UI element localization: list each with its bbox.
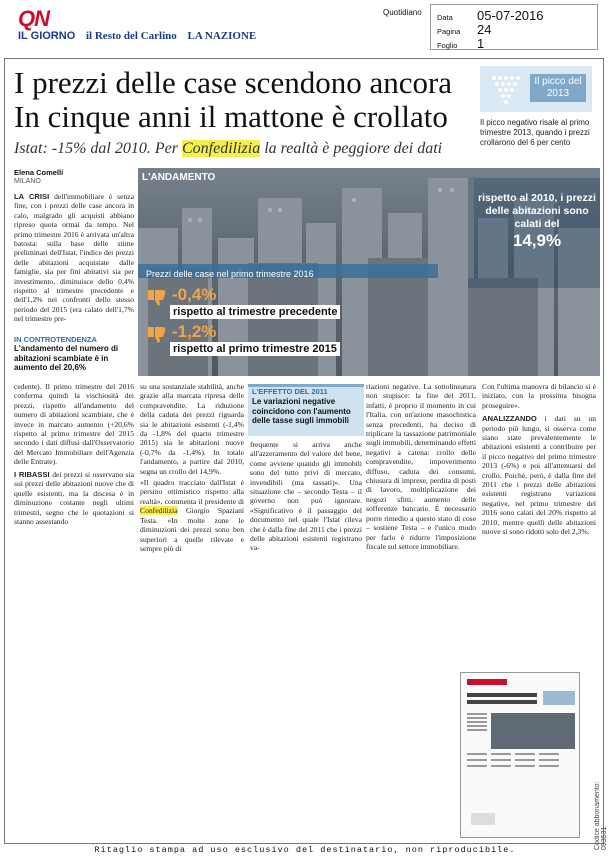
article-col-3: frequente si arriva anche all'azzeramento del valore del bene, come avviene quando gli immobili sono del tutto privi di mercato, invendibili (ma tassati)». Una situazione che – secondo Testa – il governo non può ignorare. «Significativo è il passaggio del documento nel quale l'Istat rileva che è dalla fine del 2011 che i prezzi delle abitazioni esistenti registrano va-	[250, 440, 362, 553]
article-text: Con l'ultima manovra di bilancio si è iniziato, con la prossima bisogna proseguire».	[482, 382, 596, 410]
highlight-confedilizia: Confedilizia	[140, 506, 178, 516]
article-col-5	[482, 382, 596, 537]
meta-box	[430, 4, 598, 50]
dateline-city: MILANO	[14, 178, 41, 185]
highlight-confedilizia: Confedilizia	[181, 140, 261, 157]
effetto-text: Le variazioni negative coincidono con l'aumento delle tasse sugli immobili	[252, 397, 351, 425]
article-col-2	[140, 382, 244, 553]
publication-names	[18, 30, 264, 42]
infographic-highlight	[478, 192, 596, 251]
quote-para	[140, 478, 244, 553]
dropcap-text: I RIBASSI	[14, 470, 50, 479]
article-text: su una sostanziale stabilità, anche grazie alla marcata ripresa delle compravendite. La riduzione della caduta dei prezzi riguarda sia le abitazioni esistenti (-1,4% da -1,8% del quarto trimestre 2015) sia le abitazioni nuove (-0,7% da -1,4%). In totale l'andamento, a partire dal 2010, segna un crollo del 14,9%.	[140, 382, 244, 476]
headline-line-2: In cinque anni il mattone è crollato	[14, 99, 448, 134]
stat-value-1: -0,4%	[172, 285, 217, 304]
meta-value: 1	[477, 36, 485, 51]
stat-desc-1: rispetto al trimestre precedente	[170, 305, 340, 319]
article-col-1c	[14, 470, 134, 526]
highlight-text: rispetto al 2010, i prezzi delle abitazioni sono calati del	[478, 192, 596, 230]
article-col-1b: cedente). Il primo trimestre del 2016 conferma quindi la vischiosità dei prezzi, rispetto all'andamento del numero di abitazioni scambiate, che è invece in marcato aumento (+20,6% rispetto al primo trimestre del 2015 secondo i dati diffusi dall'Osservatorio del Mercato Immobiliare dell'Agenzia delle Entrate).	[14, 382, 134, 467]
subheadline-text: Istat: -15% dal 2010. Per	[14, 140, 182, 157]
thumbnail-graphic	[461, 673, 580, 838]
page-thumbnail	[460, 672, 580, 838]
pub-resto-carlino: il Resto del Carlino	[86, 30, 177, 42]
subheadline-text-end: la realtà è peggiore dei dati	[260, 140, 443, 157]
controtendenza-text: L'andamento del numero di abitazioni scambiate è in aumento del 20,6%	[14, 344, 119, 372]
stat-value-2: -1,2%	[172, 322, 217, 341]
pub-la-nazione: LA NAZIONE	[187, 30, 257, 42]
subscription-code: Codice abbonamento: 093531	[594, 781, 608, 850]
controtendenza-heading: IN CONTROTENDENZA	[14, 335, 97, 344]
meta-row-sheet	[437, 35, 484, 53]
pub-il-giorno: IL GIORNO	[18, 30, 76, 42]
effetto-heading: L'EFFETTO DEL 2011	[252, 387, 328, 396]
section-label: Quotidiano	[383, 8, 422, 17]
meta-value: 24	[477, 22, 492, 37]
dropcap-text: ANALIZZANDO	[482, 414, 537, 424]
article-para	[482, 414, 596, 536]
article-text: dell'immobiliare è senza fine, con i prezzi delle case ancora in calo, malgrado gli acquisti abbiano ripreso quota ormai da tempo. Nel primo trimestre 2016 è arrivata un'altra batosta: sulla base delle stime preliminari dell'Istat, l'indice dei prezzi delle abitazioni acquistate dalle famiglie, sia per fini abitativi sia per investimento, diminuisce dello 0,4% rispetto al trimestre precedente e dell'1,2% nei confronti dello stesso periodo del 2015 (era calato dell'1,7% nel trimestre pre-	[14, 192, 135, 324]
picco-label: Il picco del 2013	[530, 74, 586, 102]
article-text: Giorgio Spaziani Testa. «In molte zone le diminuzioni dei prezzi sono ben superiori a quelle rilevate e sempre più di	[140, 506, 244, 553]
meta-key: Foglio	[437, 41, 458, 50]
subheadline	[14, 140, 484, 158]
infographic-subtitle: Prezzi delle case nel primo trimestre 2016	[146, 269, 314, 279]
headline-line-1: I prezzi delle case scendono ancora	[14, 65, 453, 100]
dropcap-text: LA CRISI	[14, 192, 50, 201]
highlight-value: 14,9%	[512, 231, 562, 250]
headline	[14, 66, 484, 134]
chart-arrow-icon	[486, 70, 526, 108]
thumbs-down-icon	[146, 325, 168, 343]
qn-logo: QN	[18, 6, 49, 31]
infographic-title: L'ANDAMENTO	[142, 172, 216, 183]
stat-desc-2: rispetto al primo trimestre 2015	[170, 342, 340, 356]
meta-key: Pagina	[437, 27, 461, 36]
author: Elena Comelli	[14, 168, 64, 177]
article-col-1	[14, 192, 134, 324]
meta-key: Data	[437, 13, 453, 22]
article-text: i dati su un periodo più lungo, si osserva come siano state prevalentemente le abitazioni esistenti a contribuire per il picco negativo del primo trimestre 2013 (-6%) e poi all'attenuarsi del crollo. Poiché, però, è dalla fine del 2011 che i prezzi delle abitazioni esistenti registrano variazioni negative, nel primo trimestre del 2016 sono calati del 20% rispetto al 2010, mentre quelli delle abitazioni nuove si sono ridotti solo del 2,3%.	[482, 414, 596, 537]
thumbs-down-icon	[146, 288, 168, 306]
meta-value: 05-07-2016	[477, 8, 544, 23]
article-text: dei prezzi si osservano sia sui prezzi delle abitazioni nuove che di quelle esistenti, ma la discesa è in diminuzione costante negli ultimi trimestri, segno che le quotazioni si stanno assestando	[14, 470, 134, 527]
article-col-4: riazioni negative. La sottolineatura non stupisce: la fine del 2011, infatti, è proprio il momento in cui l'Italia, con un'azione masochistica senza precedenti, ha deciso di triplicare la tassazione patrimoniale sugli immobili, determinando effetti negativi a catena: crollo delle compravendite, impoverimento diffuso, caduta dei consumi, chiusura di imprese, perdita di posti di lavoro, moltiplicazione dei negozi sfitti, aumento delle sofferenze bancarie. È necessario porre rimedio a questo stato di cose – sostiene Testa – e l'unico modo per farlo è ridurre l'imposizione fiscale sul settore immobiliare.	[366, 382, 476, 551]
footer-note: Ritaglio stampa ad uso esclusivo del destinatario, non riproducibile.	[94, 845, 516, 855]
picco-text: Il picco negativo risale al primo trimestre 2013, quando i prezzi crollarono del 6 per cento	[480, 118, 590, 147]
article-text: «Il quadro tracciato dall'Istat è persino ottimistico rispetto alla realtà», commenta il presidente di	[140, 478, 244, 506]
